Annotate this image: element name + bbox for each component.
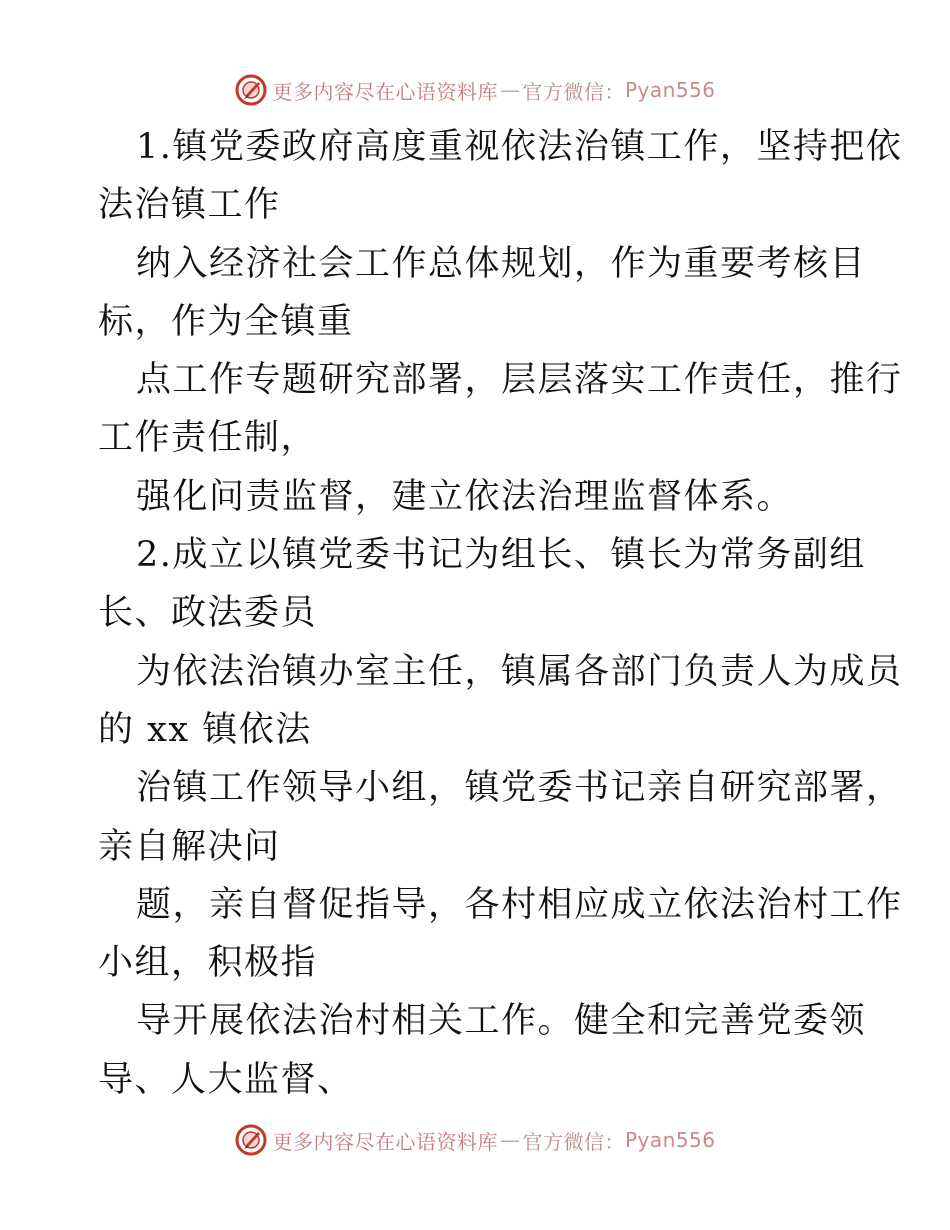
- watermark-separator: —: [499, 1128, 521, 1152]
- watermark-contact-label: 官方微信：: [522, 1129, 625, 1154]
- brand-logo-icon: [234, 1123, 268, 1157]
- text-line: 小组，积极指: [98, 943, 318, 984]
- text-line: 标，作为全镇重: [98, 301, 354, 342]
- text-line: 点工作专题研究部署，层层落实工作责任，推行: [136, 360, 903, 401]
- watermark-main-text: 更多内容尽在心语资料库: [272, 79, 498, 104]
- watermark-separator: —: [499, 78, 521, 102]
- text-line: 工作责任制，: [98, 418, 318, 459]
- watermark-contact-label: 官方微信：: [522, 79, 625, 104]
- text-line: 2.成立以镇党委书记为组长、镇长为常务副组: [136, 535, 866, 576]
- text-line: 长、政法委员: [98, 593, 318, 634]
- text-line: 纳入经济社会工作总体规划，作为重要考核目: [136, 243, 867, 284]
- footer-watermark: [0, 1120, 950, 1160]
- text-line: 亲自解决问: [98, 826, 281, 867]
- text-line: 治镇工作领导小组，镇党委书记亲自研究部署，: [136, 768, 903, 809]
- text-line: 导、人大监督、: [98, 1059, 354, 1100]
- text-line: 导开展依法治村相关工作。健全和完善党委领: [136, 1001, 867, 1042]
- watermark-contact-id: Pyan556: [624, 1128, 716, 1152]
- header-watermark: [0, 70, 950, 110]
- watermark-main-text: 更多内容尽在心语资料库: [272, 1129, 498, 1154]
- text-line: 强化问责监督，建立依法治理监督体系。: [136, 476, 794, 517]
- document-body: [98, 118, 903, 1109]
- watermark-contact-id: Pyan556: [624, 78, 716, 102]
- text-line: 题，亲自督促指导，各村相应成立依法治村工作: [136, 884, 903, 925]
- brand-logo-icon: [234, 73, 268, 107]
- text-line: 1.镇党委政府高度重视依法治镇工作，坚持把依: [136, 127, 903, 167]
- text-line: 法治镇工作: [98, 185, 281, 226]
- text-line: 为依法治镇办室主任，镇属各部门负责人为成员: [136, 651, 903, 692]
- text-line: 的 xx 镇依法: [98, 709, 312, 750]
